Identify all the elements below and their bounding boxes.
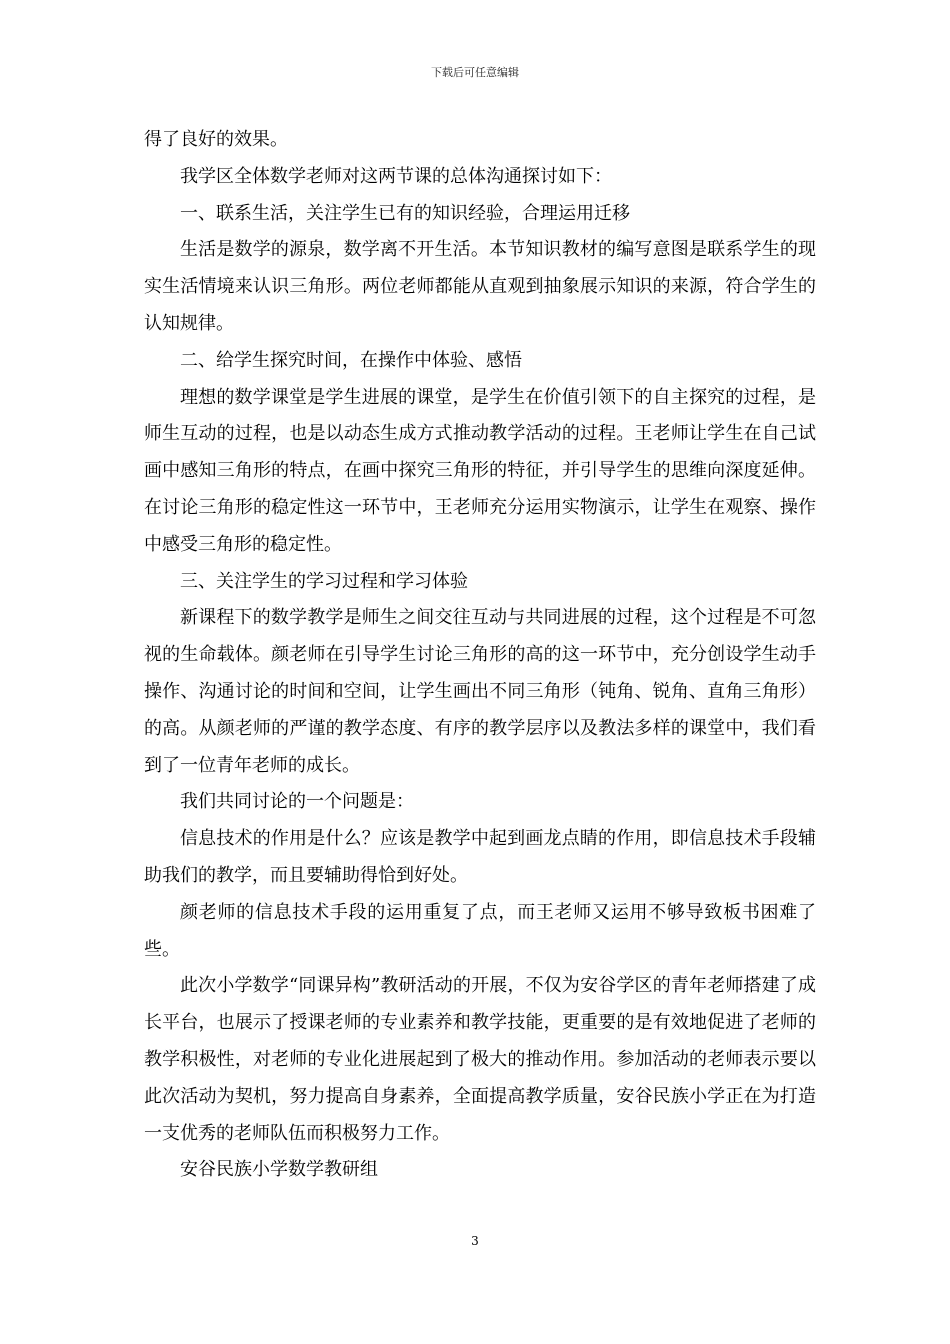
document-body (144, 122, 816, 1189)
paragraph: 我们共同讨论的一个问题是： (180, 791, 414, 813)
signature-line: 安谷民族小学数学教研组 (180, 1159, 378, 1181)
section-heading: 三、关注学生的学习过程和学习体验 (180, 570, 468, 592)
paragraph: 理想的数学课堂是学生进展的课堂，是学生在价值引领下的自主探究的过程，是师生互动的过程，也是以动态生成方式推动教学活动的过程。王老师让学生在自己试画中感知三角形的特点，在画中探究三角形的特征，并引导学生的思维向深度延伸。在讨论三角形的稳定性这一环节中，王老师充分运用实物演示，让学生在观察、操作中感受三角形的稳定性。 (144, 386, 816, 555)
section-heading: 二、给学生探究时间，在操作中体验、感悟 (180, 349, 522, 371)
paragraph: 得了良好的效果。 (144, 129, 288, 150)
paragraph: 新课程下的数学教学是师生之间交往互动与共同进展的过程，这个过程是不可忽视的生命载体。颜老师在引导学生讨论三角形的高的这一环节中，充分创设学生动手操作、沟通讨论的时间和空间，让学生画出不同三角形（钝角、锐角、直角三角形）的高。从颜老师的严谨的教学态度、有序的教学层序以及教法多样的课堂中，我们看到了一位青年老师的成长。 (144, 607, 816, 776)
paragraph: 颜老师的信息技术手段的运用重复了点，而王老师又运用不够导致板书困难了些。 (144, 901, 816, 960)
page-header: 下载后可任意编辑 (431, 66, 519, 79)
section-heading: 一、联系生活，关注学生已有的知识经验，合理运用迁移 (180, 202, 630, 224)
paragraph: 我学区全体数学老师对这两节课的总体沟通探讨如下： (180, 165, 612, 187)
paragraph: 生活是数学的源泉，数学离不开生活。本节知识教材的编写意图是联系学生的现实生活情境来认识三角形。两位老师都能从直观到抽象展示知识的来源，符合学生的认知规律。 (144, 239, 816, 334)
page-number: 3 (471, 1234, 479, 1248)
paragraph: 信息技术的作用是什么？应该是教学中起到画龙点睛的作用，即信息技术手段辅助我们的教学，而且要辅助得恰到好处。 (144, 828, 816, 886)
paragraph: 此次小学数学“同课异构”教研活动的开展，不仅为安谷学区的青年老师搭建了成长平台，也展示了授课老师的专业素养和教学技能，更重要的是有效地促进了老师的教学积极性，对老师的专业化进展起到了极大的推动作用。参加活动的老师表示要以此次活动为契机，努力提高自身素养，全面提高教学质量，安谷民族小学正在为打造一支优秀的老师队伍而积极努力工作。 (144, 975, 816, 1144)
